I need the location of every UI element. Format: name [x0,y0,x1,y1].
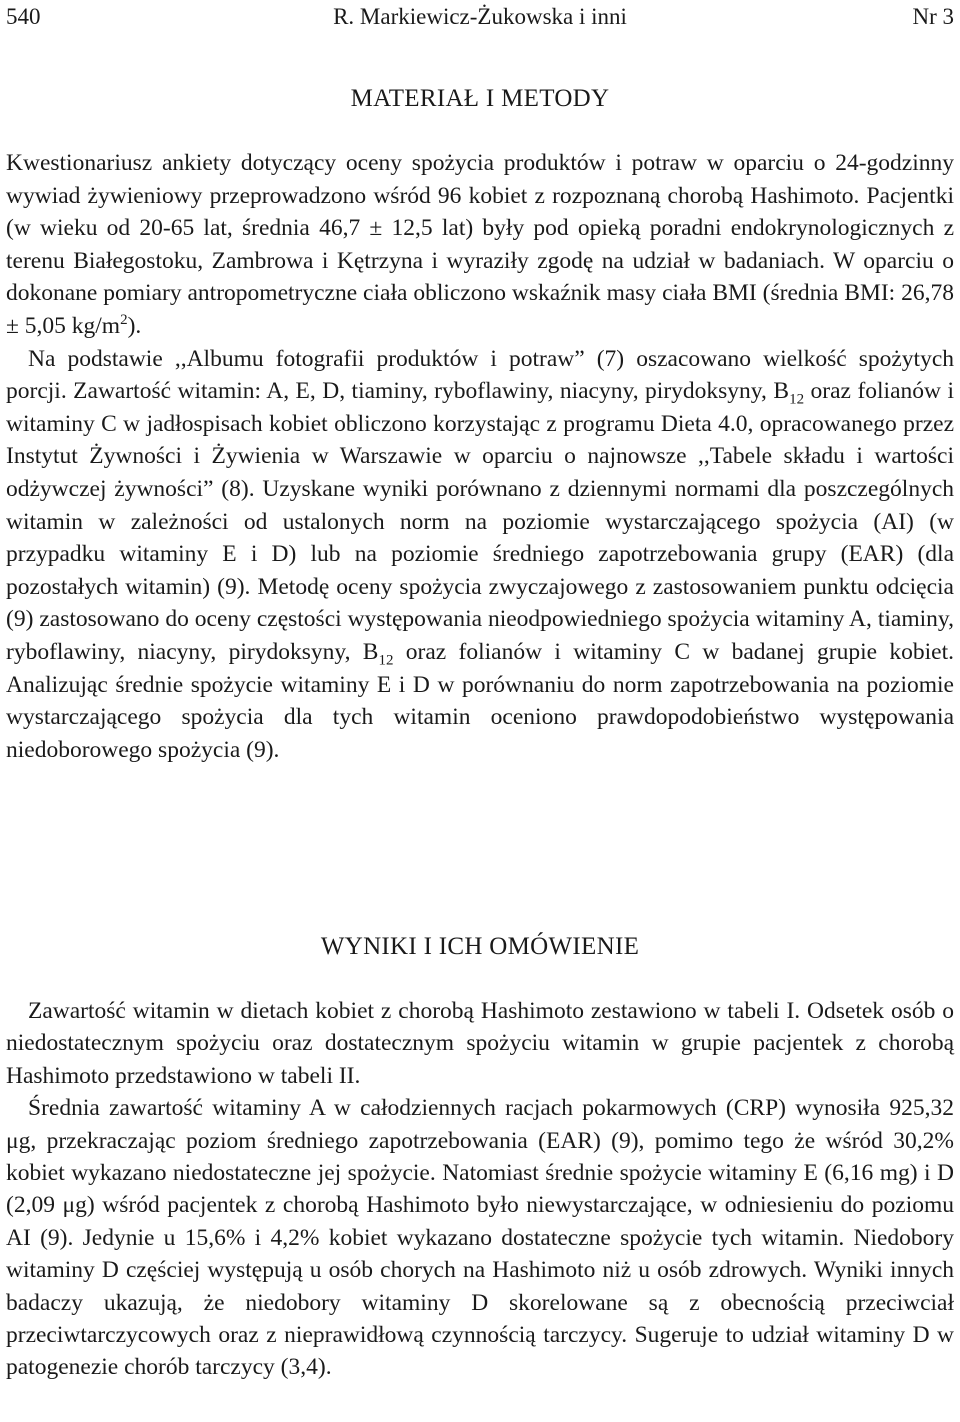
section-heading-results: WYNIKI I ICH OMÓWIENIE [320,933,640,960]
methods-paragraph-2: Na podstawie ,,Albumu fotografii produktów i potraw” (7) oszacowano wielkość spożytych porcji. Zawartość witamin: A, E, D, tiaminy, ryboflawiny, niacyny, pirydoksyny, $B_{12}$ oraz folianów i witaminy C w jadłospisach kobiet obliczono korzystając z programu Dieta 4.0, opracowanego przez Instytut Żywności i Żywienia w Warszawie w oparciu o najnowsze ,,Tabele składu i wartości odżywczej żywności” (8). Uzyskane wyniki porównano z dziennymi normami dla poszczególnych witamin w zależności od ustalonych norm na poziomie wystarczającego spożycia (AI) (w przypadku witaminy E i D) lub na poziomie średniego zapotrzebowania grupy (EAR) (dla pozostałych witamin) (9). Metodę oceny spożycia zwyczajowego z zastosowaniem punktu odcięcia (9) zastosowano do oceny częstości występowania nieodpowiedniego spożycia witaminy A, tiaminy, ryboflawiny, niacyny, pirydoksyny, $B_{12}$ oraz folianów i witaminy C w badanej grupie kobiet. Analizując średnie spożycie witaminy E i D w porównaniu do norm zapotrzebowania na poziomie wystarczającego spożycia dla tych witamin oceniono prawdopodobieństwo występowania niedoborowego spożycia (9). [6,345,954,763]
section-heading-methods: MATERIAŁ I METODY [350,85,610,112]
results-section [6,995,954,1384]
running-title: R. Markiewicz-Żukowska i inni [333,4,627,29]
results-paragraph-2: Średnia zawartość witaminy A w całodziennych racjach pokarmowych (CRP) wynosiła 925,32 μg, przekraczając poziom średniego zapotrzebowania (EAR) (9), pomimo tego że wśród 30,2% kobiet wykazano niedostateczne jej spożycie. Natomiast średnie spożycie witaminy E (6,16 mg) i D (2,09 μg) wśród pacjentek z chorobą Hashimoto było niewystarczające, w odniesieniu do poziomu AI (9). Jedynie u 15,6% i 4,2% kobiet wykazano dostateczne spożycie tych witamin. Niedobory witaminy D częściej występują u osób chorych na Hashimoto niż u osób zdrowych. Wyniki innych badaczy ukazują, że niedobory witaminy D skorelowane są z obecnością przeciwciał przeciwtarczycowych oraz z nieprawidłową czynnością tarczycy. Sugeruje to udział witaminy D w patogenezie chorób tarczycy (3,4). [6,1095,954,1381]
running-header [6,2,954,32]
methods-section [6,147,954,766]
page-number: 540 [6,4,41,29]
results-paragraph-1: Zawartość witamin w dietach kobiet z chorobą Hashimoto zestawiono w tabeli I. Odsetek osób o niedostatecznym spożyciu oraz dostatecznym spożyciu witamin w grupie pacjentek z chorobą Hashimoto przedstawiono w tabeli II. [6,998,954,1089]
methods-paragraph-1: Kwestionariusz ankiety dotyczący oceny spożycia produktów i potraw w oparciu o 24-godzinny wywiad żywieniowy przeprowadzono wśród 96 kobiet z rozpoznaną chorobą Hashimoto. Pacjentki (w wieku od 20-65 lat, średnia 46,7 ± 12,5 lat) były pod opieką poradni endokrynologicznych z terenu Białegostoku, Zambrowa i Kętrzyna i wyraziły zgodę na udział w badaniach. W oparciu o dokonane pomiary antropometryczne ciała obliczono wskaźnik masy ciała BMI (średnia BMI: 26,78 ± 5,05 $kg/m^2$). [6,150,954,339]
issue-number: Nr 3 [912,4,954,29]
